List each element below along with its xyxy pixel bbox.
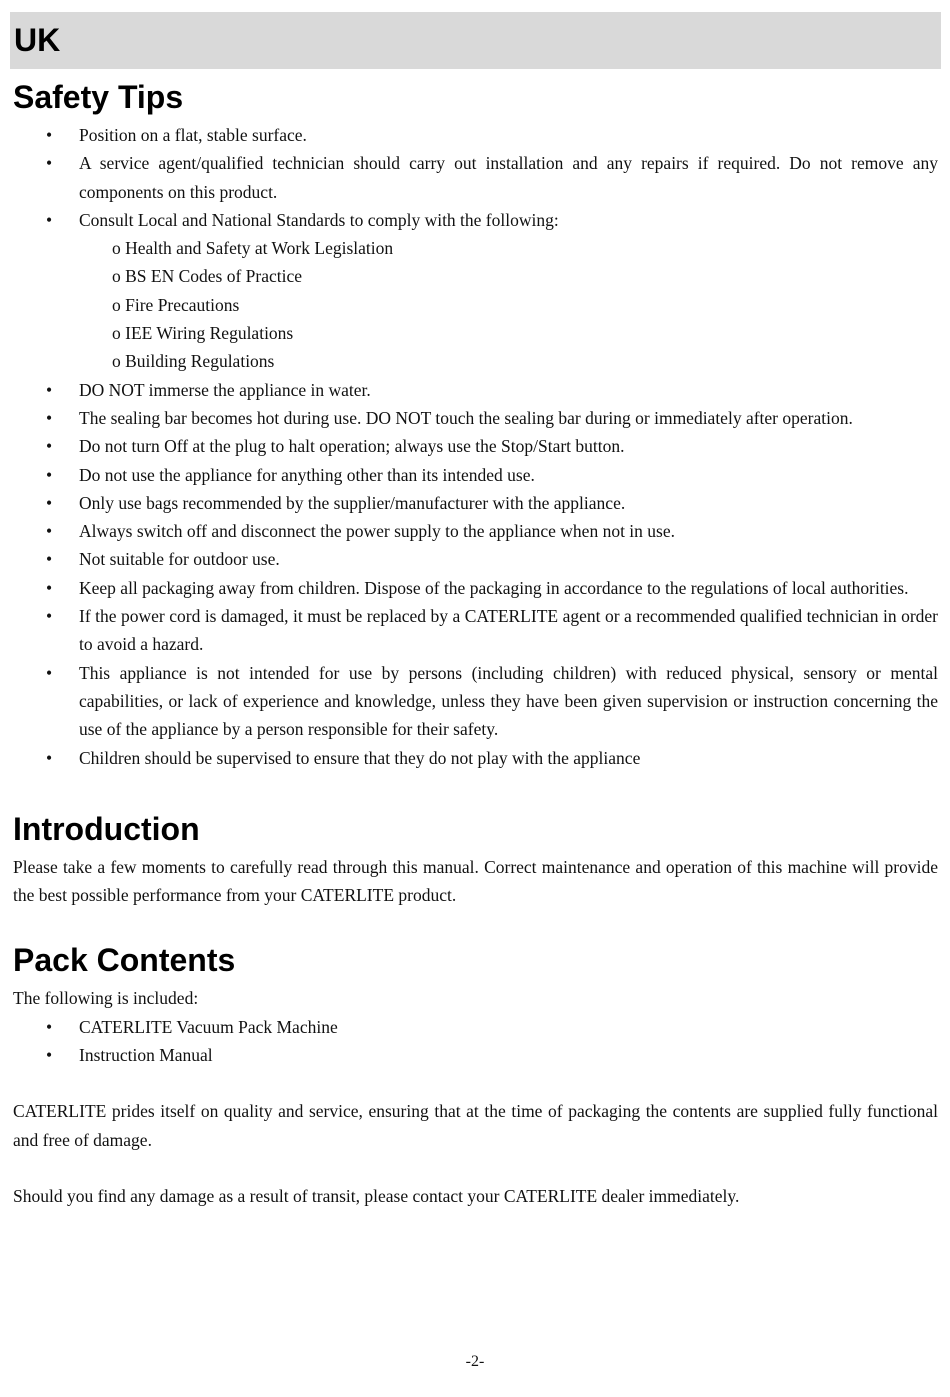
damage-paragraph: Should you find any damage as a result of transit, please contact your CATERLITE dealer immediately.	[13, 1185, 740, 1206]
list-item: • CATERLITE Vacuum Pack Machine	[13, 1013, 938, 1041]
introduction-heading: Introduction	[13, 810, 200, 847]
list-item: • DO NOT immerse the appliance in water.	[13, 376, 938, 404]
pack-contents-heading: Pack Contents	[13, 942, 236, 979]
list-item: • Only use bags recommended by the supplier/manufacturer with the appliance.	[13, 489, 938, 517]
list-item: • If the power cord is damaged, it must be replaced by a CATERLITE agent or a recommended qualified technician in order to avoid a hazard.	[13, 602, 938, 659]
list-item: • A service agent/qualified technician should carry out installation and any repairs if required. Do not remove any components on this product.	[13, 149, 938, 206]
section-spacer	[13, 909, 938, 936]
safety-tips-list	[13, 121, 938, 772]
list-item: • The sealing bar becomes hot during use. DO NOT touch the sealing bar during or immediately after operation.	[13, 404, 938, 432]
list-item	[13, 206, 938, 376]
standards-sublist	[79, 234, 938, 375]
pack-contents-list	[13, 1013, 938, 1070]
page-content	[13, 73, 938, 1210]
list-item: • Not suitable for outdoor use.	[13, 545, 938, 573]
safety-tips-heading: Safety Tips	[13, 79, 184, 115]
quality-paragraph: CATERLITE prides itself on quality and service, ensuring that at the time of packaging the contents are supplied fully functional and free of damage.	[13, 1101, 938, 1150]
list-item: • Instruction Manual	[13, 1041, 938, 1069]
language-header: UK	[10, 12, 941, 69]
sublist-item: o IEE Wiring Regulations	[79, 319, 938, 347]
list-item: • This appliance is not intended for use by persons (including children) with reduced physical, sensory or mental capabilities, or lack of experience and knowledge, unless they have been given supervision or instruction concerning the use of the appliance by a person responsible for their safety.	[13, 659, 938, 744]
page-number: -2-	[465, 1353, 485, 1370]
list-item: • Position on a flat, stable surface.	[13, 121, 938, 149]
list-item: • Do not turn Off at the plug to halt operation; always use the Stop/Start button.	[13, 432, 938, 460]
list-item: • Always switch off and disconnect the power supply to the appliance when not in use.	[13, 517, 938, 545]
list-item: • Children should be supervised to ensure that they do not play with the appliance	[13, 744, 938, 772]
sublist-item: o Health and Safety at Work Legislation	[79, 234, 938, 262]
pack-contents-intro: The following is included:	[13, 988, 199, 1009]
list-item-text: Consult Local and National Standards to comply with the following:	[79, 209, 559, 230]
sublist-item: o BS EN Codes of Practice	[79, 262, 938, 290]
paragraph-spacer	[13, 1154, 938, 1182]
paragraph-spacer	[13, 1069, 938, 1097]
sublist-item: o Fire Precautions	[79, 291, 938, 319]
introduction-paragraph: Please take a few moments to carefully read through this manual. Correct maintenance and operation of this machine will provide the best possible performance from your CATERLITE product.	[13, 856, 938, 906]
list-item: • Do not use the appliance for anything other than its intended use.	[13, 461, 938, 489]
list-item: • Keep all packaging away from children. Dispose of the packaging in accordance to the regulations of local authorities.	[13, 574, 938, 602]
section-spacer	[13, 772, 938, 805]
sublist-item: o Building Regulations	[79, 347, 938, 375]
